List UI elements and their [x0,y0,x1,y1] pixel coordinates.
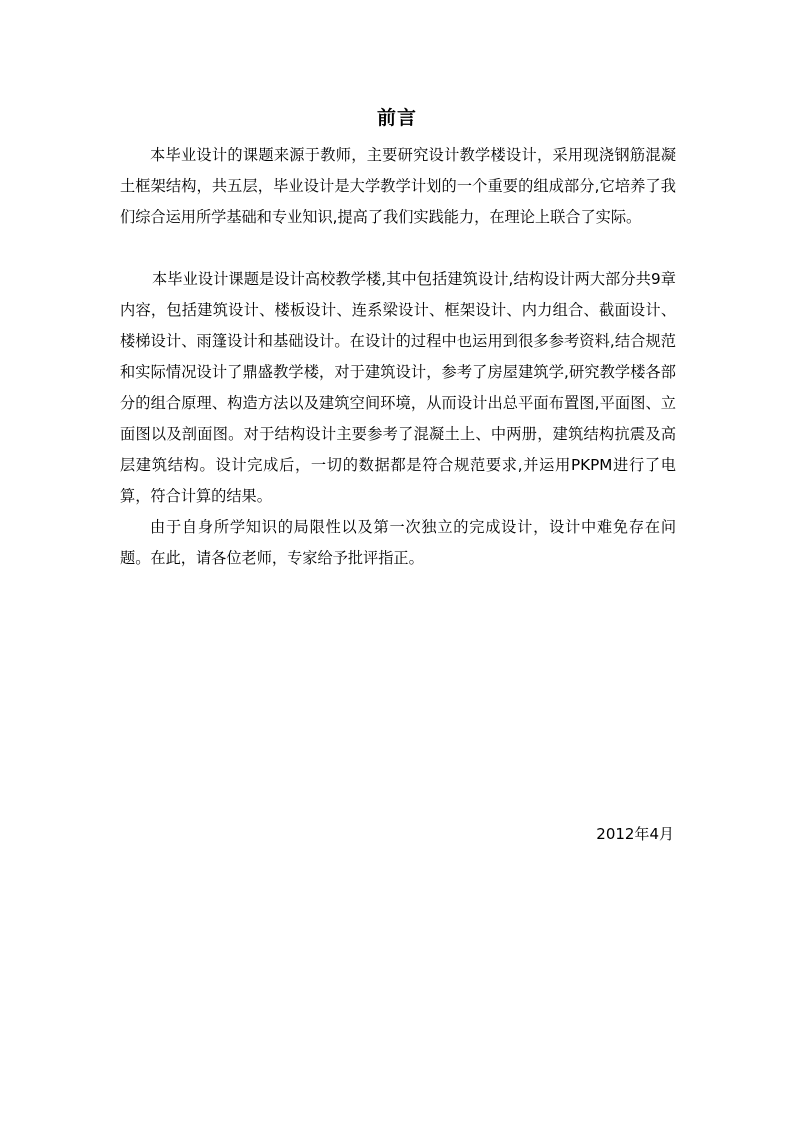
date-signature: 2012年4月 [596,825,674,843]
page-title: 前言 [376,107,417,129]
paragraph-2: 本毕业设计课题是设计高校教学楼,其中包括建筑设计,结构设计两大部分共9章内容，包括建筑设计、楼板设计、连系梁设计、框架设计、内力组合、截面设计、楼梯设计、雨篷设计和基础设计。在设计的过程中也运用到很多参考资料,结合规范和实际情况设计了鼎盛教学楼，对于建筑设计，参考了房屋建筑学,研究教学楼各部分的组合原理、构造方法以及建筑空间环境，从而设计出总平面布置图,平面图、立面图以及剖面图。对于结构设计主要参考了混凝土上、中两册，建筑结构抗震及高层建筑结构。设计完成后，一切的数据都是符合规范要求,并运用PKPM进行了电算，符合计算的结果。 [120,270,676,505]
paragraph-1: 本毕业设计的课题来源于教师，主要研究设计教学楼设计，采用现浇钢筋混凝土框架结构，共五层，毕业设计是大学教学计划的一个重要的组成部分,它培养了我们综合运用所学基础和专业知识,提高了我们实践能力，在理论上联合了实际。 [120,146,676,226]
paragraph-3: 由于自身所学知识的局限性以及第一次独立的完成设计，设计中难免存在问题。在此，请各位老师，专家给予批评指正。 [120,518,676,567]
